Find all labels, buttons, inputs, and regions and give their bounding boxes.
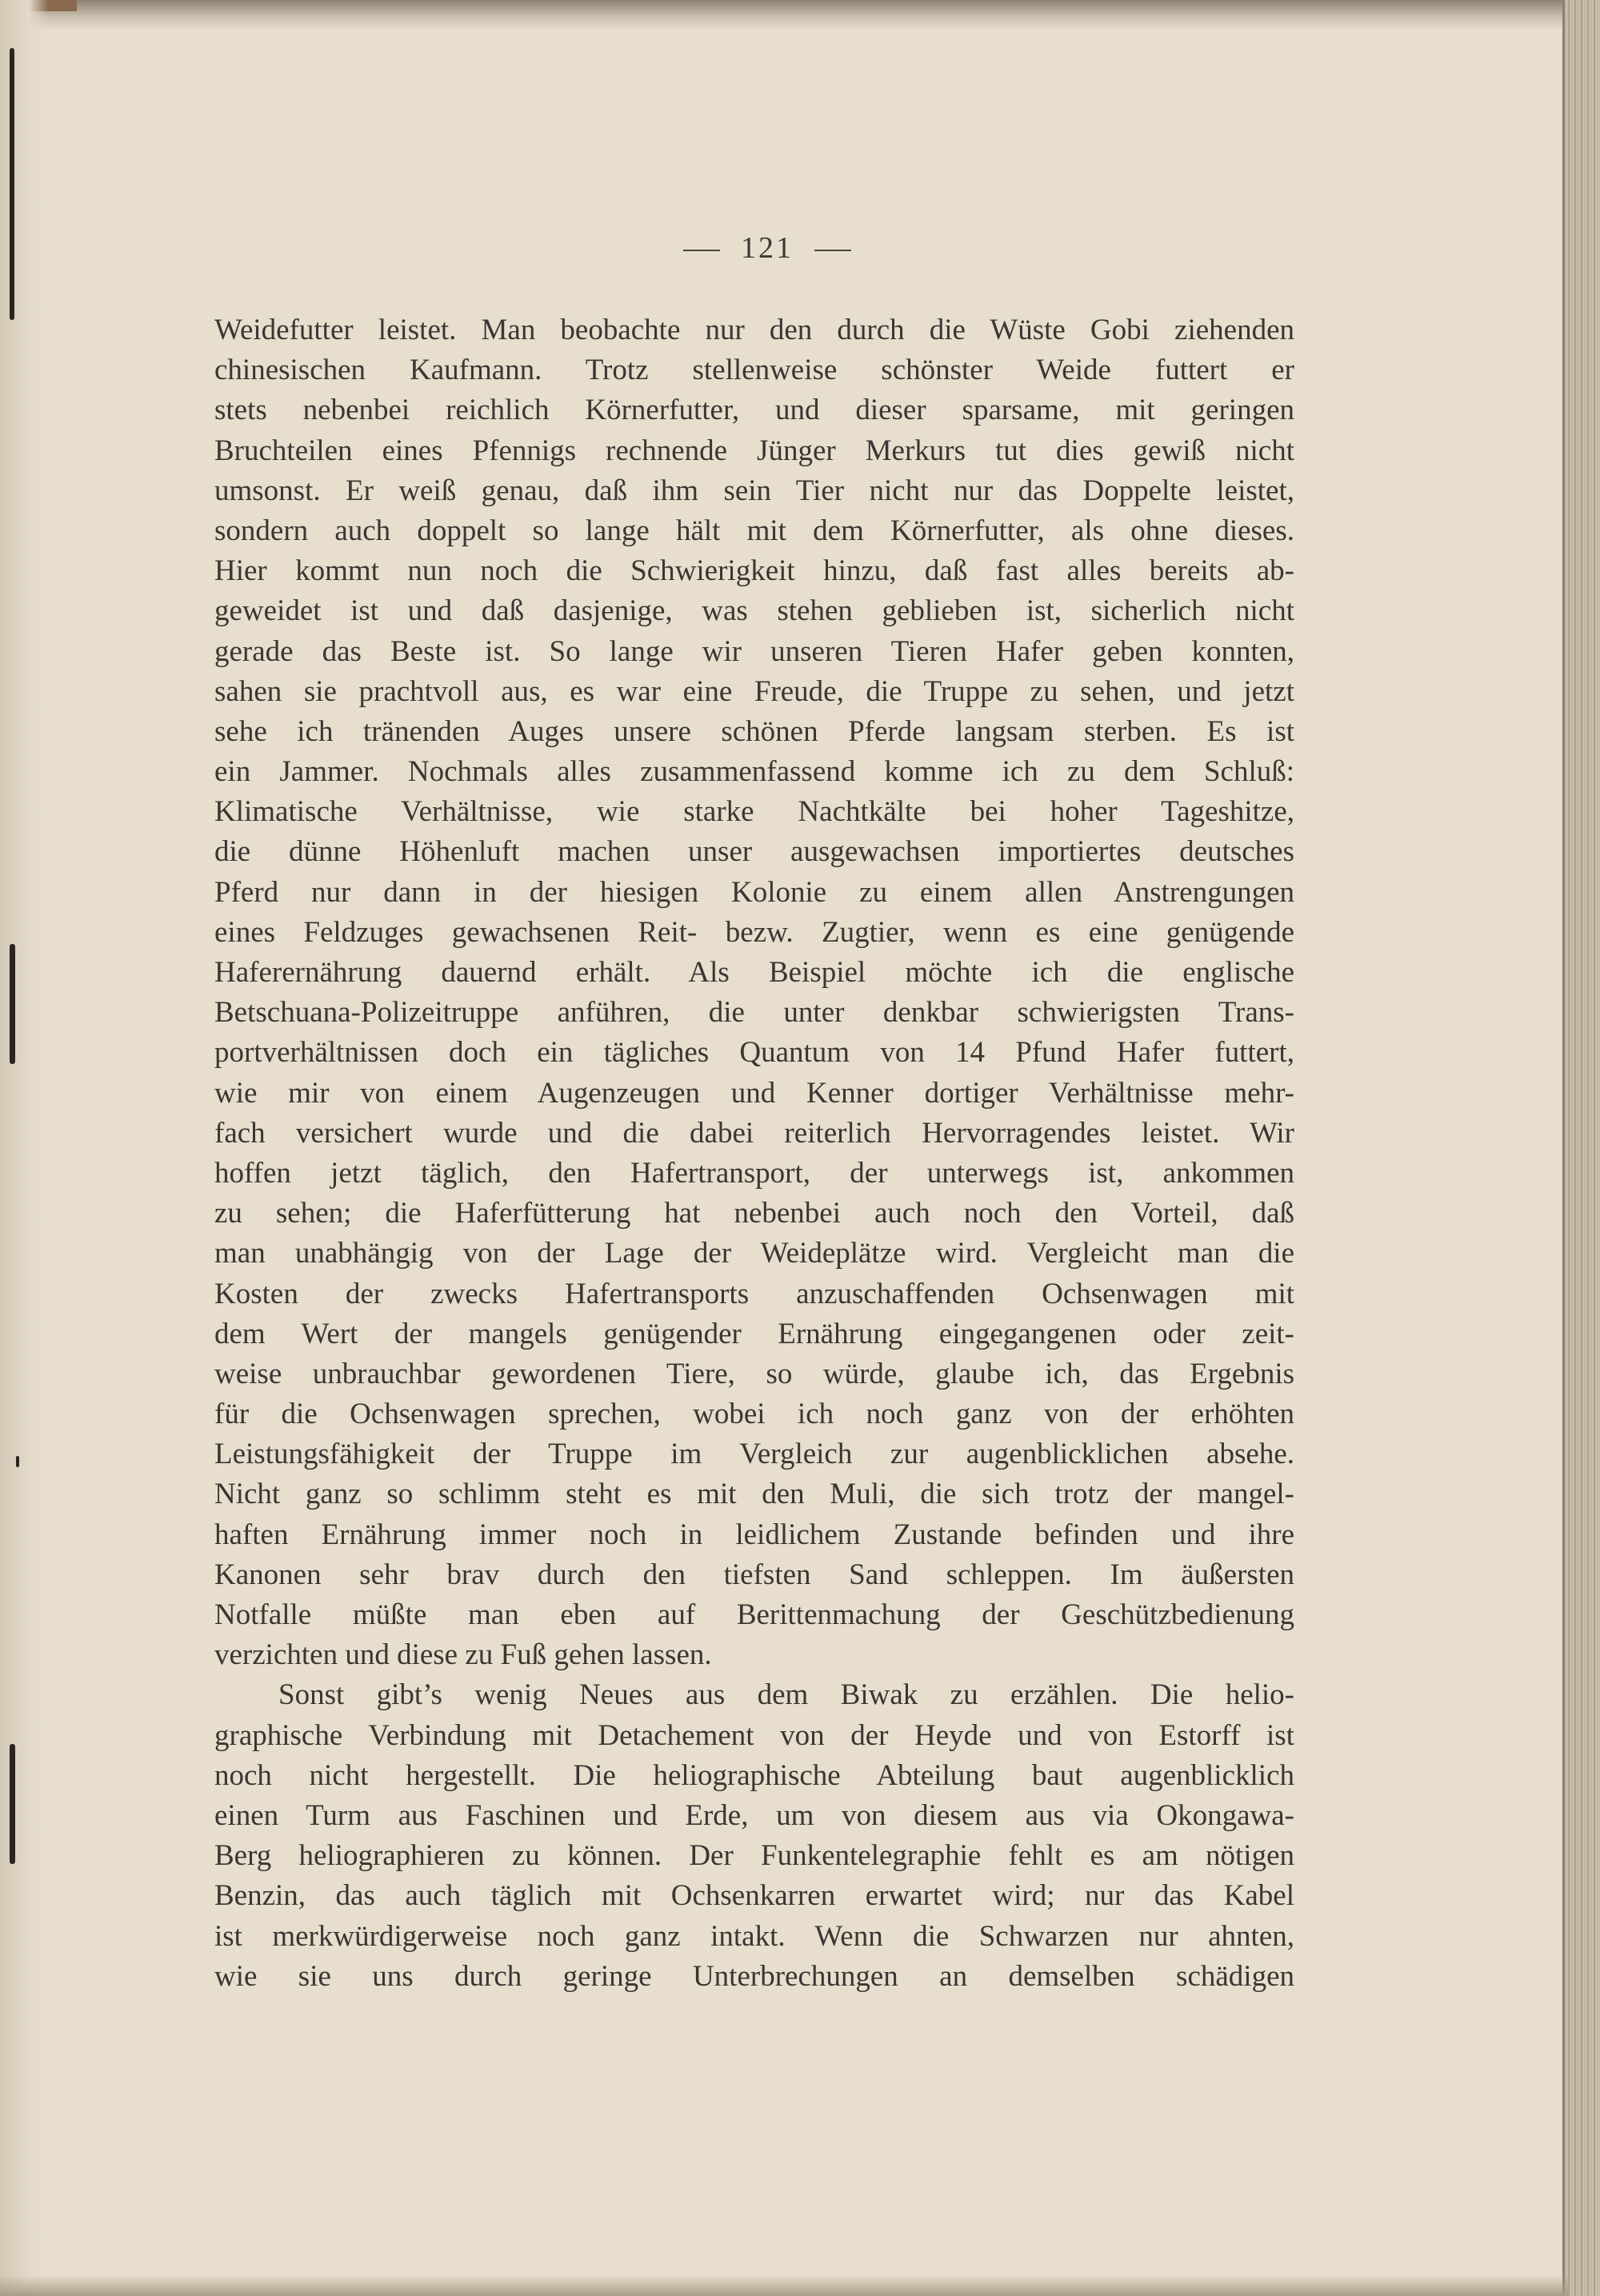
text-line: stets nebenbei reichlich Körnerfutter, und dieser sparsame, mit geringen — [214, 394, 1294, 427]
binding-mark — [10, 48, 14, 320]
text-line: ein Jammer. Nochmals alles zusammenfassend komme ich zu dem Schluß: — [214, 755, 1294, 789]
paragraph-start-line: Sonst gibt’s wenig Neues aus dem Biwak zu erzählen. Die helio- — [278, 1678, 1294, 1712]
text-line: hoffen jetzt täglich, den Hafertransport, der unterwegs ist, ankommen — [214, 1156, 1294, 1190]
page-header — [0, 230, 1534, 266]
text-line: portverhältnissen doch ein tägliches Quantum von 14 Pfund Hafer futtert, — [214, 1036, 1294, 1070]
page-stack-edge — [1562, 0, 1600, 2296]
page-number: 121 — [741, 231, 794, 265]
text-line: weise unbrauchbar gewordenen Tiere, so würde, glaube ich, das Ergebnis — [214, 1357, 1294, 1390]
page-bottom-shadow — [0, 2275, 1568, 2296]
binding-mark — [10, 1744, 15, 1864]
text-line: dem Wert der mangels genügender Ernährung eingegangenen oder zeit- — [214, 1317, 1294, 1350]
text-line: ist merkwürdigerweise noch ganz intakt. Wenn die Schwarzen nur ahnten, — [214, 1919, 1294, 1953]
binding-mark — [10, 944, 15, 1064]
text-line: wie sie uns durch geringe Unterbrechungen an demselben schädigen — [214, 1959, 1294, 1993]
text-line: noch nicht hergestellt. Die heliographische Abteilung baut augenblicklich — [214, 1758, 1294, 1792]
text-line: umsonst. Er weiß genau, daß ihm sein Tier nicht nur das Doppelte leistet, — [214, 474, 1294, 507]
text-line: Kosten der zwecks Hafertransports anzuschaffenden Ochsenwagen mit — [214, 1277, 1294, 1310]
text-line: Notfalle müßte man eben auf Berittenmachung der Geschützbedienung — [214, 1598, 1294, 1631]
text-line: Berg heliographieren zu können. Der Funkentelegraphie fehlt es am nötigen — [214, 1839, 1294, 1873]
text-line: chinesischen Kaufmann. Trotz stellenweise schönster Weide futtert er — [214, 354, 1294, 387]
text-line: die dünne Höhenluft machen unser ausgewachsen importiertes deutsches — [214, 835, 1294, 869]
text-line: Betschuana-Polizeitruppe anführen, die unter denkbar schwierigsten Trans- — [214, 996, 1294, 1030]
text-line: Kanonen sehr brav durch den tiefsten Sand schleppen. Im äußersten — [214, 1558, 1294, 1591]
text-line: gerade das Beste ist. So lange wir unseren Tieren Hafer geben konnten, — [214, 634, 1294, 668]
text-line: geweidet ist und daß dasjenige, was stehen geblieben ist, sicherlich nicht — [214, 594, 1294, 628]
text-line: Haferernährung dauernd erhält. Als Beispiel möchte ich die englische — [214, 956, 1294, 989]
binding-gutter — [0, 0, 48, 2296]
text-line: fach versichert wurde und die dabei reiterlich Hervorragendes leistet. Wir — [214, 1116, 1294, 1150]
text-line: graphische Verbindung mit Detachement von der Heyde und von Estorff ist — [214, 1718, 1294, 1752]
text-line: Benzin, das auch täglich mit Ochsenkarren erwartet wird; nur das Kabel — [214, 1879, 1294, 1913]
header-dash-right — [814, 250, 851, 251]
text-line: Nicht ganz so schlimm steht es mit den Muli, die sich trotz der mangel- — [214, 1478, 1294, 1511]
paragraph-end-line: verzichten und diese zu Fuß gehen lassen. — [214, 1638, 712, 1672]
text-line: zu sehen; die Haferfütterung hat nebenbei auch noch den Vorteil, daß — [214, 1197, 1294, 1230]
text-line: Bruchteilen eines Pfennigs rechnende Jünger Merkurs tut dies gewiß nicht — [214, 434, 1294, 467]
text-line: sondern auch doppelt so lange hält mit dem Körnerfutter, als ohne dieses. — [214, 514, 1294, 547]
text-line: man unabhängig von der Lage der Weideplätze wird. Vergleicht man die — [214, 1237, 1294, 1270]
text-line: Leistungsfähigkeit der Truppe im Vergleich zur augenblicklichen absehe. — [214, 1438, 1294, 1471]
text-line: für die Ochsenwagen sprechen, wobei ich noch ganz von der erhöhten — [214, 1398, 1294, 1431]
text-line: wie mir von einem Augenzeugen und Kenner dortiger Verhältnisse mehr- — [214, 1076, 1294, 1110]
text-line: Hier kommt nun noch die Schwierigkeit hinzu, daß fast alles bereits ab- — [214, 554, 1294, 588]
text-line: sehe ich tränenden Auges unsere schönen Pferde langsam sterben. Es ist — [214, 714, 1294, 748]
text-line: Klimatische Verhältnisse, wie starke Nachtkälte bei hoher Tageshitze, — [214, 795, 1294, 829]
text-line: haften Ernährung immer noch in leidlichem Zustande befinden und ihre — [214, 1518, 1294, 1551]
text-line: Pferd nur dann in der hiesigen Kolonie zu einem allen Anstrengungen — [214, 875, 1294, 909]
binding-mark — [16, 1456, 19, 1467]
text-line: einen Turm aus Faschinen und Erde, um von diesem aus via Okongawa- — [214, 1798, 1294, 1832]
text-line: Weidefutter leistet. Man beobachte nur den durch die Wüste Gobi ziehenden — [214, 314, 1294, 346]
text-line: eines Feldzuges gewachsenen Reit- bezw. Zugtier, wenn es eine genügende — [214, 915, 1294, 949]
body-text — [214, 310, 1294, 1997]
header-dash-left — [683, 250, 720, 251]
page-top-shadow — [0, 0, 1568, 30]
text-line: sahen sie prachtvoll aus, es war eine Freude, die Truppe zu sehen, und jetzt — [214, 674, 1294, 708]
